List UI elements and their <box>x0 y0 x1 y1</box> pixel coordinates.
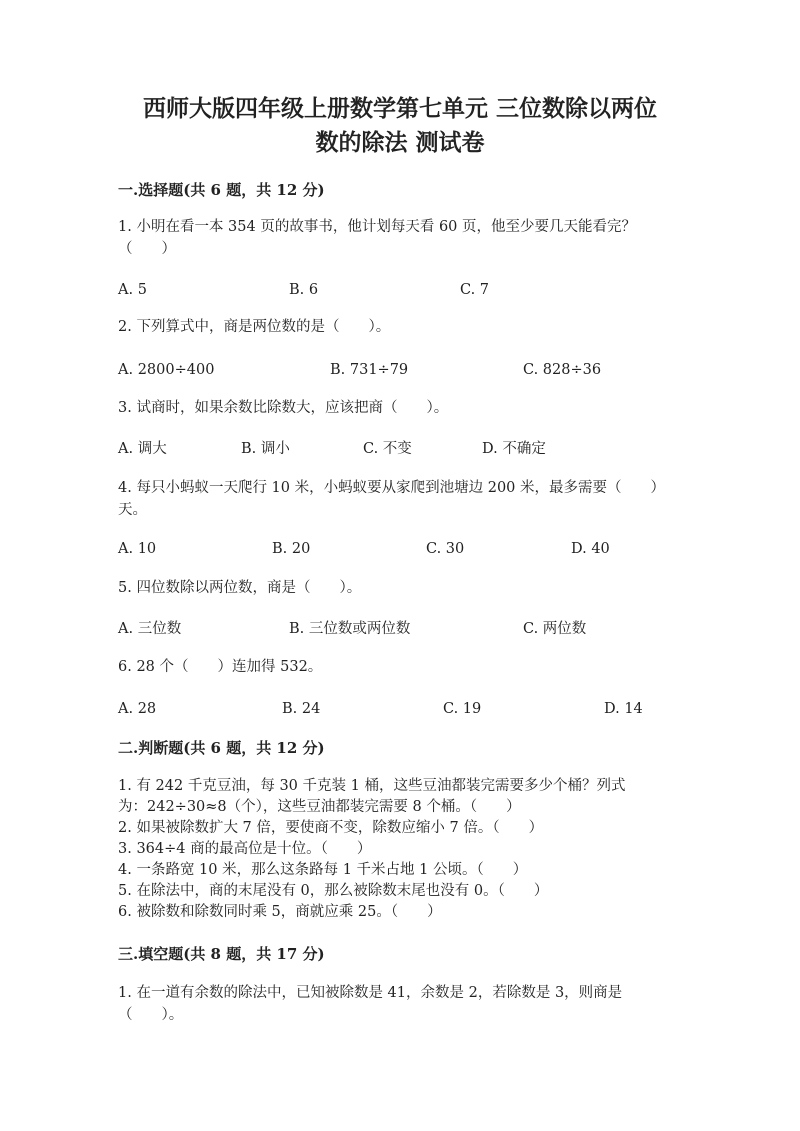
judgement-list <box>118 776 683 923</box>
option-b[interactable]: B. 731÷79 <box>330 362 409 378</box>
option-c[interactable]: C. 7 <box>460 282 490 298</box>
option-c[interactable]: C. 19 <box>443 701 482 717</box>
option-c[interactable]: C. 两位数 <box>523 621 587 637</box>
option-a[interactable]: A. 28 <box>118 701 157 717</box>
question-text: 3. 试商时，如果余数比除数大，应该把商（ ）。 <box>118 400 449 416</box>
option-d[interactable]: D. 14 <box>604 701 643 717</box>
judgement-line: 2. 如果被除数扩大 7 倍，要使商不变，除数应缩小 7 倍。（ ） <box>118 820 544 836</box>
section-heading-judgement: 二.判断题(共 6 题，共 12 分) <box>118 739 325 757</box>
judgement-line: 为：242÷30≈8（个），这些豆油都装完需要 8 个桶。（ ） <box>118 799 521 815</box>
judgement-line: 5. 在除法中，商的末尾没有 0，那么被除数末尾也没有 0。（ ） <box>118 883 549 899</box>
section-heading-fill-blank: 三.填空题(共 8 题，共 17 分) <box>118 945 325 963</box>
option-c[interactable]: C. 828÷36 <box>523 362 602 378</box>
judgement-line: 1. 有 242 千克豆油，每 30 千克装 1 桶，这些豆油都装完需要多少个桶？列式 <box>118 778 626 794</box>
question-text: 6. 28 个（ ）连加得 532。 <box>118 659 323 675</box>
page-title <box>60 92 740 160</box>
option-d[interactable]: D. 不确定 <box>482 441 546 457</box>
question-text: 1. 在一道有余数的除法中，已知被除数是 41，余数是 2，若除数是 3，则商是（ ）。 <box>118 985 623 1023</box>
question-text: 1. 小明在看一本 354 页的故事书，他计划每天看 60 页，他至少要几天能看完？（ ） <box>118 219 637 257</box>
option-d[interactable]: D. 40 <box>571 541 610 557</box>
option-a[interactable]: A. 2800÷400 <box>118 362 215 378</box>
question-text: 4. 每只小蚂蚁一天爬行 10 米，小蚂蚁要从家爬到池塘边 200 米，最多需要（ ）天。 <box>118 480 666 518</box>
option-a[interactable]: A. 三位数 <box>118 621 182 637</box>
option-b[interactable]: B. 24 <box>282 701 321 717</box>
judgement-line: 6. 被除数和除数同时乘 5，商就应乘 25。（ ） <box>118 904 442 920</box>
option-a[interactable]: A. 5 <box>118 282 147 298</box>
question-text: 5. 四位数除以两位数，商是（ ）。 <box>118 580 362 596</box>
section-heading-choice: 一.选择题(共 6 题，共 12 分) <box>118 181 325 199</box>
option-c[interactable]: C. 30 <box>426 541 465 557</box>
option-b[interactable]: B. 6 <box>289 282 319 298</box>
option-c[interactable]: C. 不变 <box>363 441 412 457</box>
judgement-line: 4. 一条路宽 10 米，那么这条路每 1 千米占地 1 公顷。（ ） <box>118 862 528 878</box>
option-a[interactable]: A. 调大 <box>118 441 167 457</box>
title-line-2: 数的除法 测试卷 <box>315 129 485 156</box>
title-line-1: 西师大版四年级上册数学第七单元 三位数除以两位 <box>142 95 657 122</box>
option-a[interactable]: A. 10 <box>118 541 157 557</box>
option-b[interactable]: B. 20 <box>272 541 311 557</box>
option-b[interactable]: B. 三位数或两位数 <box>289 621 411 637</box>
option-b[interactable]: B. 调小 <box>241 441 290 457</box>
judgement-line: 3. 364÷4 商的最高位是十位。（ ） <box>118 841 372 857</box>
question-text: 2. 下列算式中，商是两位数的是（ ）。 <box>118 319 391 335</box>
